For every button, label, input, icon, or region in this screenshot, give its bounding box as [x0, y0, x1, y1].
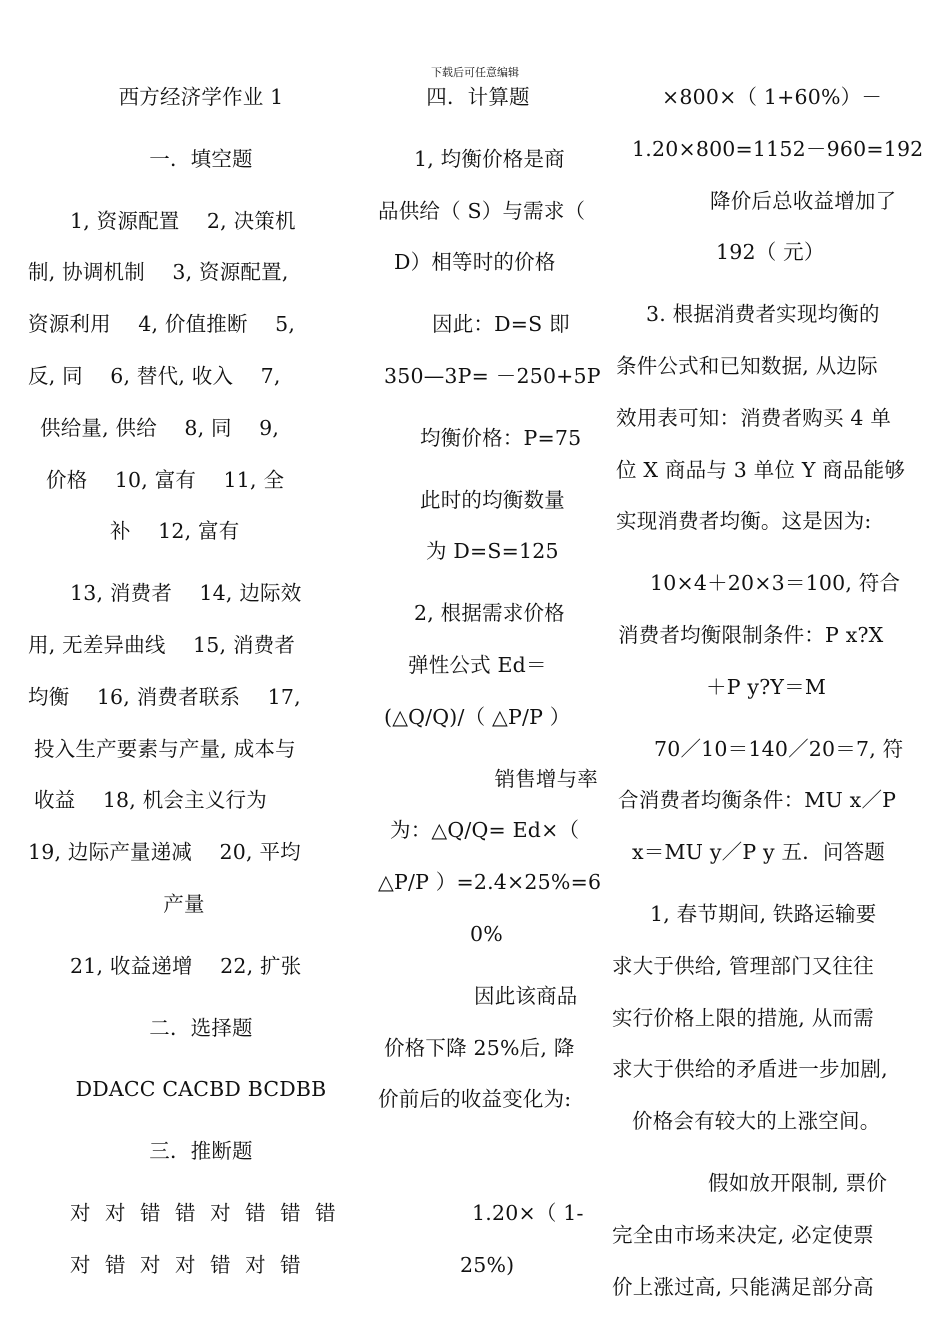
answer-line: 为 D=S=125 — [426, 539, 559, 564]
formula-line: 为：△Q/Q= Ed×（ — [390, 818, 580, 843]
document-title: 西方经济学作业 1 — [118, 85, 284, 109]
answer-line: 投入生产要素与产量, 成本与 — [34, 736, 296, 761]
section-heading-fill-blank: 一．填空题 — [149, 146, 253, 171]
answer-line: 价上涨过高, 只能满足部分高 — [612, 1274, 874, 1299]
formula-line: △P/P ）=2.4×25%=6 — [378, 870, 602, 895]
page-header: 下载后可任意编辑 — [431, 66, 519, 79]
answer-line: 求大于供给, 管理部门又往往 — [612, 953, 874, 978]
answer-line: 补 12, 富有 — [110, 519, 240, 544]
formula-line: 10×4＋20×3＝100, 符合 — [650, 571, 901, 596]
answer-line: 产量 — [163, 891, 205, 916]
formula-line: ×800×（ 1+60%）－ — [662, 85, 883, 109]
formula-line: 70／10＝140／20＝7, 符 — [654, 736, 904, 761]
formula-line: 合消费者均衡条件：MU x／P — [618, 788, 897, 813]
section-heading-questions: x＝MU y／P y 五．问答题 — [632, 840, 886, 865]
formula-line: 消费者均衡限制条件：P x?X — [618, 622, 884, 647]
answer-line: 价格下降 25%后, 降 — [384, 1035, 575, 1060]
answer-line: 用, 无差异曲线 15, 消费者 — [28, 632, 296, 657]
judgement-answers: 对 对 错 错 对 错 错 错 — [70, 1200, 340, 1225]
answer-line: 品供给（ S）与需求（ — [378, 198, 586, 223]
answer-line: 收益 18, 机会主义行为 — [34, 788, 267, 813]
answer-line: 均衡价格：P=75 — [420, 425, 582, 450]
answer-line: 1, 均衡价格是商 — [414, 146, 565, 171]
answer-line: 反, 同 6, 替代, 收入 7, — [28, 363, 281, 388]
formula-line: 1.20×（ 1- — [472, 1201, 584, 1226]
formula-line: 350—3P= －250+5P — [384, 363, 601, 388]
answer-line: 192（ 元） — [716, 240, 825, 265]
formula-line: 0% — [470, 921, 503, 946]
column-right — [612, 72, 922, 1313]
answer-line: 此时的均衡数量 — [420, 487, 565, 512]
answer-line: 实现消费者均衡。这是因为: — [616, 509, 872, 534]
section-heading-choice: 二．选择题 — [149, 1015, 253, 1040]
answer-line: 3. 根据消费者实现均衡的 — [646, 302, 880, 327]
answer-line: 位 X 商品与 3 单位 Y 商品能够 — [616, 457, 906, 482]
answer-line: 21, 收益递增 22, 扩张 — [70, 953, 302, 978]
answer-line: 实行价格上限的措施, 从而需 — [612, 1005, 874, 1030]
answer-line: 均衡 16, 消费者联系 17, — [28, 684, 301, 709]
answer-line: 因此该商品 — [474, 983, 578, 1008]
answer-line: 销售增与率 — [494, 766, 598, 791]
answer-line: 假如放开限制, 票价 — [708, 1170, 888, 1195]
answer-line: 因此：D=S 即 — [432, 312, 570, 337]
answer-line: 13, 消费者 14, 边际效 — [70, 581, 302, 606]
answer-line: 完全由市场来决定, 必定使票 — [612, 1222, 874, 1247]
answer-line: 价格会有较大的上涨空间。 — [632, 1109, 881, 1134]
formula-line: 弹性公式 Ed＝ — [408, 652, 547, 677]
answer-line: 资源利用 4, 价值推断 5, — [28, 312, 296, 337]
column-left — [28, 72, 340, 1292]
answer-line: 降价后总收益增加了 — [710, 188, 897, 213]
formula-line: 1.20×800=1152－960=192 — [632, 136, 924, 161]
answer-line: 1, 资源配置 2, 决策机 — [70, 208, 296, 233]
section-heading-calculation: 四．计算题 — [426, 85, 530, 109]
judgement-answers: 对 错 对 对 错 对 错 — [70, 1252, 305, 1277]
answer-line: 供给量, 供给 8, 同 9, — [40, 415, 280, 440]
answer-line: 2, 根据需求价格 — [414, 601, 565, 626]
answer-line: 价前后的收益变化为: — [378, 1087, 572, 1112]
choice-answers: DDACC CACBD BCDBB — [75, 1077, 327, 1102]
answer-line: 19, 边际产量递减 20, 平均 — [28, 840, 301, 865]
answer-line: 1, 春节期间, 铁路运输要 — [650, 901, 877, 926]
answer-line: D）相等时的价格 — [394, 250, 556, 275]
formula-line: 25%) — [460, 1252, 515, 1277]
formula-line: (△Q/Q)/（ △P/P ） — [384, 704, 571, 729]
answer-line: 求大于供给的矛盾进一步加剧, — [612, 1057, 888, 1082]
answer-line: 制, 协调机制 3, 资源配置, — [28, 260, 289, 285]
section-heading-judgement: 三．推断题 — [149, 1139, 253, 1164]
answer-line: 条件公式和已知数据, 从边际 — [616, 353, 878, 378]
column-middle — [378, 72, 602, 1292]
answer-line: 价格 10, 富有 11, 全 — [46, 467, 285, 492]
formula-line: ＋P y?Y＝M — [706, 674, 827, 699]
answer-line: 效用表可知：消费者购买 4 单 — [616, 405, 892, 430]
